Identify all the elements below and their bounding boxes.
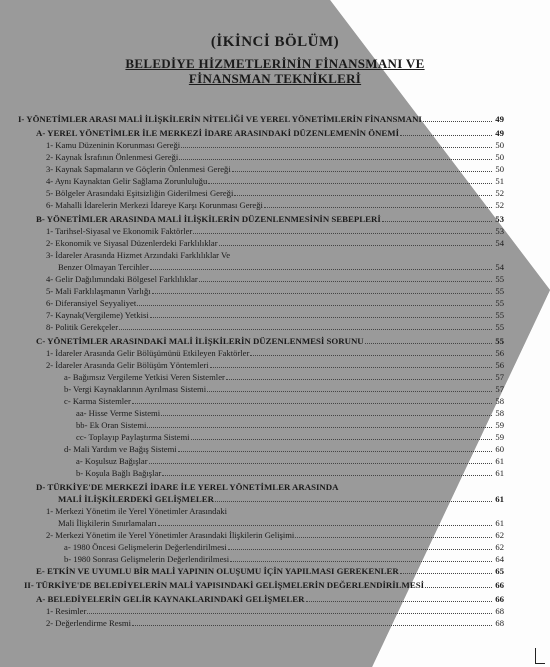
toc-entry-label: 4- Aynı Kaynaktan Gelir Sağlama Zorunluluğu [46,176,208,186]
toc-leader-dots [193,226,492,234]
toc-leader-dots [132,618,492,626]
toc-entry-page-number: 55 [495,322,504,332]
toc-entry [46,188,504,199]
toc-entry-page-number: 52 [495,200,504,210]
toc-entry-label: 1- İdareler Arasında Gelir Bölüşümünü Etkileyen Faktörler [46,348,250,358]
toc-leader-dots [179,152,492,160]
toc-entry-page-number: 66 [495,594,504,604]
toc-entry-page-number: 57 [495,372,504,382]
toc-entry-label: D- TÜRKİYE'DE MERKEZİ İDARE İLE YEREL YÖNETİMLER ARASINDA [36,482,339,492]
toc-entry-page-number: 61 [495,468,504,478]
toc-leader-dots [87,606,492,614]
toc-leader-dots [119,322,492,330]
toc-entry-label: b- Koşula Bağlı Bağışlar [76,468,162,478]
toc-entry [46,226,504,237]
toc-entry-page-number: 55 [495,274,504,284]
toc-entry-label: 5- Mali Farklılaşmanın Varlığı [46,286,151,296]
toc-entry-label: 7- Kaynak(Vergileme) Yetkisi [46,310,149,320]
toc-entry-label: cc- Toplayıp Paylaştırma Sistemi [76,432,190,442]
crop-mark [535,663,545,664]
toc-entry [64,396,504,407]
toc-entry-page-number: 61 [495,456,504,466]
toc-entry [36,214,504,225]
toc-entry-page-number: 62 [495,542,504,552]
toc-entry [58,262,504,273]
toc-entry [46,506,227,517]
toc-entry [46,238,504,249]
toc-entry [46,286,504,297]
toc-entry-page-number: 49 [495,128,504,138]
toc-entry-label: a- Bağımsız Vergileme Yetkisi Veren Sistemler [64,372,225,382]
toc-entry-label: 6- Mahalli İdarelerin Merkezi İdareye Karşı Korunması Gereği [46,200,263,210]
toc-entry-label: 2- Kaynak İsrafının Önlenmesi Gereği [46,152,179,162]
toc-entry [46,200,504,211]
toc-entry-page-number: 62 [495,530,504,540]
toc-entry [76,468,504,479]
toc-entry-page-number: 68 [495,618,504,628]
toc-entry [36,128,504,139]
toc-entry-page-number: 52 [495,188,504,198]
toc-leader-dots [137,298,492,306]
toc-entry-page-number: 59 [495,420,504,430]
toc-entry [64,554,504,565]
toc-leader-dots [230,554,492,562]
toc-entry-label: 2- Ekonomik ve Siyasal Düzenlerdeki Farklılıklar [46,238,218,248]
chapter-title-line-1: BELEDİYE HİZMETLERİNİN FİNANSMANI VE [125,56,425,71]
toc-entry-page-number: 60 [495,444,504,454]
toc-entry [46,360,504,371]
toc-leader-dots [207,384,492,392]
toc-entry [46,164,504,175]
toc-entry-page-number: 53 [495,226,504,236]
toc-entry-label: bb- Ek Oran Sistemi [76,420,147,430]
toc-entry-page-number: 61 [495,494,504,504]
toc-entry [46,140,504,151]
toc-leader-dots [215,494,492,502]
toc-entry-label: Mali İlişkilerin Sınırlamaları [58,518,157,528]
toc-entry [46,322,504,333]
toc-leader-dots [306,594,492,602]
toc-entry-label: 5- Bölgeler Arasındaki Eşitsizliğin Giderilmesi Gereği [46,188,234,198]
toc-entry-label: II- TÜRKİYE'DE BELEDİYELERİN MALİ YAPISINDAKİ GELİŞMELERİN DEĞERLENDİRİLMESİ [24,580,425,590]
toc-entry-label: d- Mali Yardım ve Bağış Sistemi [64,444,177,454]
toc-leader-dots [219,238,492,246]
toc-entry-page-number: 58 [495,408,504,418]
toc-entry-label: 3- İdareler Arasında Hizmet Arzındaki Farklılıklar Ve [46,250,231,260]
toc-leader-dots [400,566,492,574]
toc-entry-label: 4- Gelir Dağılımındaki Bölgesel Farklılıklar [46,274,198,284]
toc-entry-label: aa- Hisse Verme Sistemi [76,408,161,418]
toc-entry [46,606,504,617]
toc-leader-dots [208,176,492,184]
toc-entry [46,298,504,309]
toc-entry [46,152,504,163]
toc-leader-dots [158,518,492,526]
toc-entry [46,176,504,187]
toc-entry-label: E- ETKİN VE UYUMLU BİR MALİ YAPININ OLUŞUMU İÇİN YAPILMASI GEREKENLER [36,566,399,576]
toc-entry-label: A- BELEDİYELERİN GELİR KAYNAKLARINDAKİ GELİŞMELER [36,594,305,604]
toc-leader-dots [162,468,492,476]
toc-leader-dots [132,396,492,404]
toc-entry [58,518,504,529]
toc-leader-dots [181,140,492,148]
toc-entry-page-number: 66 [495,580,504,590]
toc-entry [46,274,504,285]
toc-entry-label: A- YEREL YÖNETİMLER İLE MERKEZİ İDARE ARASINDAKİ DÜZENLEMENİN ÖNEMİ [36,128,400,138]
toc-entry-page-number: 58 [495,396,504,406]
toc-entry [24,580,504,591]
toc-entry-page-number: 50 [495,152,504,162]
toc-leader-dots [191,432,492,440]
toc-entry [46,348,504,359]
toc-entry [36,594,504,605]
toc-entry-page-number: 56 [495,348,504,358]
toc-leader-dots [147,420,492,428]
toc-leader-dots [250,348,492,356]
chapter-title-line-2: FİNANSMAN TEKNİKLERİ [188,71,362,86]
toc-entry [36,336,504,347]
toc-leader-dots [149,456,492,464]
toc-leader-dots [178,444,492,452]
toc-entry [58,494,504,505]
toc-entry-page-number: 65 [495,566,504,576]
toc-leader-dots [295,530,492,538]
toc-entry [46,618,504,629]
toc-entry-label: 1- Kamu Düzeninin Korunması Gereği [46,140,181,150]
toc-entry [36,482,339,493]
toc-entry-label: a- Koşulsuz Bağışlar [76,456,148,466]
toc-leader-dots [150,262,492,270]
toc-entry-page-number: 64 [495,554,504,564]
toc-entry [76,408,504,419]
toc-entry-label: C- YÖNETİMLER ARASINDAKİ MALİ İLİŞKİLERİN DÜZENLENMESİ SORUNU [36,336,364,346]
toc-leader-dots [234,188,492,196]
toc-entry-page-number: 51 [495,176,504,186]
toc-entry-page-number: 55 [495,286,504,296]
toc-leader-dots [228,542,492,550]
toc-entry [64,384,504,395]
toc-entry-label: MALİ İLİŞKİLERDEKİ GELİŞMELER [58,494,214,504]
toc-entry-page-number: 56 [495,360,504,370]
toc-entry-page-number: 50 [495,140,504,150]
toc-entry-label: I- YÖNETİMLER ARASI MALİ İLİŞKİLERİN NİTELİĞİ VE YEREL YÖNETİMLERİN FİNANSMANI [18,114,422,124]
toc-leader-dots [400,128,492,136]
toc-entry [46,310,504,321]
toc-entry-page-number: 49 [495,114,504,124]
toc-entry-page-number: 61 [495,518,504,528]
toc-entry [18,114,504,125]
toc-entry-label: 2- Merkezi Yönetim ile Yerel Yönetimler Arasındaki İlişkilerin Gelişimi [46,530,295,540]
toc-entry-page-number: 55 [495,298,504,308]
toc-leader-dots [199,274,492,282]
toc-entry [36,566,504,577]
part-title: (İKİNCİ BÖLÜM) [210,34,340,50]
toc-leader-dots [150,310,492,318]
toc-entry [76,456,504,467]
toc-entry-page-number: 68 [495,606,504,616]
toc-leader-dots [232,164,492,172]
toc-entry-page-number: 55 [495,310,504,320]
toc-entry [46,530,504,541]
toc-entry-label: 6- Diferansiyel Seyyaliyet [46,298,137,308]
toc-leader-dots [425,580,492,588]
toc-entry [64,372,504,383]
toc-entry-label: B- YÖNETİMLER ARASINDA MALİ İLİŞKİLERİN DÜZENLENMESİNİN SEBEPLERİ [36,214,381,224]
toc-entry-label: 1- Merkezi Yönetim ile Yerel Yönetimler Arasındaki [46,506,227,516]
toc-leader-dots [210,360,492,368]
toc-entry-label: c- Karma Sistemler [64,396,131,406]
crop-mark [535,648,536,664]
toc-entry-label: 1- Tarihsel-Siyasal ve Ekonomik Faktörler [46,226,193,236]
toc-leader-dots [161,408,492,416]
toc-entry-label: 8- Politik Gerekçeler [46,322,119,332]
toc-entry-page-number: 50 [495,164,504,174]
toc-entry-label: Benzer Olmayan Tercihler [58,262,149,272]
toc-entry-label: b- Vergi Kaynaklarının Ayrılması Sistemi [64,384,207,394]
toc-leader-dots [382,214,492,222]
toc-entry-label: 2- Değerlendirme Resmi [46,618,131,628]
toc-entry-page-number: 55 [495,336,504,346]
toc-entry [64,542,504,553]
toc-entry-label: 3- Kaynak Sapmaların ve Göçlerin Önlenmesi Gereği [46,164,231,174]
toc-entry-page-number: 57 [495,384,504,394]
toc-entry [76,420,504,431]
toc-entry-label: 1- Resimler [46,606,87,616]
toc-leader-dots [264,200,492,208]
toc-entry-label: a- 1980 Öncesi Gelişmelerin Değerlendirilmesi [64,542,227,552]
toc-entry-label: b- 1980 Sonrası Gelişmelerin Değerlendirilmesi [64,554,230,564]
toc-entry [64,444,504,455]
toc-entry-label: 2- İdareler Arasında Gelir Bölüşüm Yöntemleri [46,360,209,370]
toc-leader-dots [152,286,492,294]
toc-entry-page-number: 54 [495,262,504,272]
toc-entry-page-number: 53 [495,214,504,224]
toc-entry [46,250,230,261]
toc-leader-dots [423,114,492,122]
toc-leader-dots [226,372,492,380]
toc-entry-page-number: 54 [495,238,504,248]
toc-leader-dots [365,336,492,344]
toc-entry-page-number: 59 [495,432,504,442]
toc-entry [76,432,504,443]
